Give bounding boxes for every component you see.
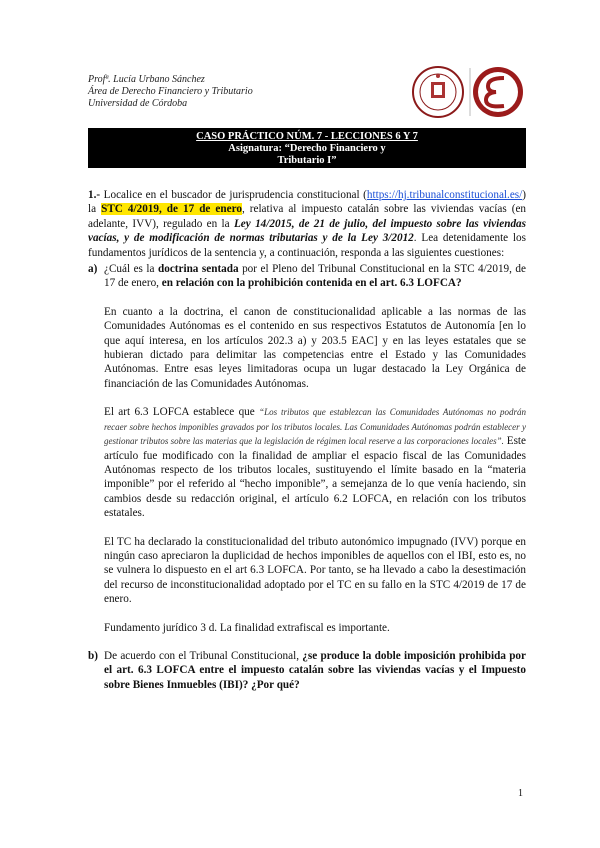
lofca-quote: “Los tributos que establezcan las Comunidades Autónomas no podrán recaer sobre hechos imponibles gravados por los tributos locales. Las Comunidades Autónomas podrán establecer y gestionar tributos sobre las materias que la legislación de régimen local reserve a las corporaciones locales”. (104, 407, 526, 447)
question-a-label: a) (88, 263, 98, 276)
answer-paragraph-3: El TC ha declarado la constitucionalidad del tributo autonómico impugnado (IVV) porque en ningún caso apreciaron la duplicidad de hechos imponibles de aquellos con el IBI, esto es, no se vulnera lo dispuesto en el art 6.3 LOFCA. Por tanto, se ha llevado a cabo la desestimación del recurso de inconstitucionalidad adoptado por el TC en su fallo en la STC 4/2019 de 17 de enero. (104, 535, 526, 606)
subject-line-2: Tributario I” (277, 155, 337, 166)
answer-paragraph-1: En cuanto a la doctrina, el canon de constitucionalidad aplicable a las normas de las Comunidades Autónomas es el contenido en sus respectivos Estatutos de Autonomía [en lo que aquí interesa, en los artículos 202.3 a) y 203.5 EAC] y en las leyes estatales que se hubieran dictado para delimitar las competencias entre el Estado y las Comunidades Autónomas. Entre esas leyes limitadoras ocupa un lugar destacado la Ley Orgánica de financiación de las Comunidades Autónomas. (104, 305, 526, 390)
jurisprudence-link[interactable]: https://hj.tribunalconstitucional.es/ (366, 189, 523, 201)
answer-paragraph-4: Fundamento jurídico 3 d. La finalidad extrafiscal es importante. (104, 621, 390, 634)
case-banner (88, 128, 526, 168)
stc-highlight: STC 4/2019, de 17 de enero (101, 203, 242, 216)
department: Área de Derecho Financiero y Tributario (88, 86, 253, 97)
exercise-number: 1.- (88, 189, 101, 201)
question-b (88, 649, 526, 692)
document-body (88, 188, 526, 692)
question-a (88, 262, 526, 291)
faculty-emblem-icon (473, 67, 523, 117)
case-title: CASO PRÁCTICO NÚM. 7 - LECCIONES 6 Y 7 (196, 131, 418, 142)
subject-line-1: Asignatura: “Derecho Financiero y (228, 143, 386, 154)
institution-logos (412, 64, 524, 120)
exercise-intro: 1.- Localice en el buscador de jurisprudencia constitucional (https://hj.tribunalconstitucional.es/) la STC 4/2019, de 17 de enero, relativa al impuesto catalán sobre las viviendas vacías (en adelante, IVV), regulado en la Ley 14/2015, de 21 de julio, del impuesto sobre las viviendas vacías, y de modificación de normas tributarias y de la Ley 3/2012. Lea detenidamente los fundamentos jurídicos de la sentencia y, a continuación, responda a las siguientes cuestiones: (88, 189, 527, 259)
question-a-text: ¿Cuál es la doctrina sentada por el Pleno del Tribunal Constitucional en la STC 4/2019, de 17 de enero, en relación con la prohibición contenida en el art. 6.3 LOFCA? (104, 263, 526, 290)
answer-paragraph-2: El art 6.3 LOFCA establece que “Los tributos que establezcan las Comunidades Autónomas no podrán recaer sobre hechos imponibles gravados por los tributos locales. Las Comunidades Autónomas podrán establecer y gestionar tributos sobre las materias que la legislación de régimen local reserve a las corporaciones locales”. Este artículo fue modificado con la finalidad de ampliar el espacio fiscal de las Comunidades Autónomas respecto de los tributos locales, sustituyendo el límite basado en la “materia imponible” por el referido al “hecho imponible”, a semejanza de lo que venía haciendo, sin cambios desde su redacción original, el artículo 6.2 LOFCA, en relación con los tributos estatales. (104, 406, 527, 520)
author-header (88, 74, 253, 110)
university: Universidad de Córdoba (88, 98, 188, 109)
law-reference: Ley 14/2015, de 21 de julio, del impuesto sobre las viviendas vacías, y de modificación de normas tributarias y de la Ley 3/2012 (88, 217, 526, 245)
university-seal-icon (413, 67, 463, 117)
question-b-text: De acuerdo con el Tribunal Constitucional, ¿se produce la doble imposición prohibida por el art. 6.3 LOFCA entre el impuesto catalán sobre las viviendas vacías y el Impuesto sobre Bienes Inmuebles (IBI)? ¿Por qué? (104, 649, 526, 691)
author-name: Profª. Lucía Urbano Sánchez (88, 74, 205, 85)
page-number: 1 (518, 788, 523, 799)
question-b-label: b) (88, 649, 98, 662)
